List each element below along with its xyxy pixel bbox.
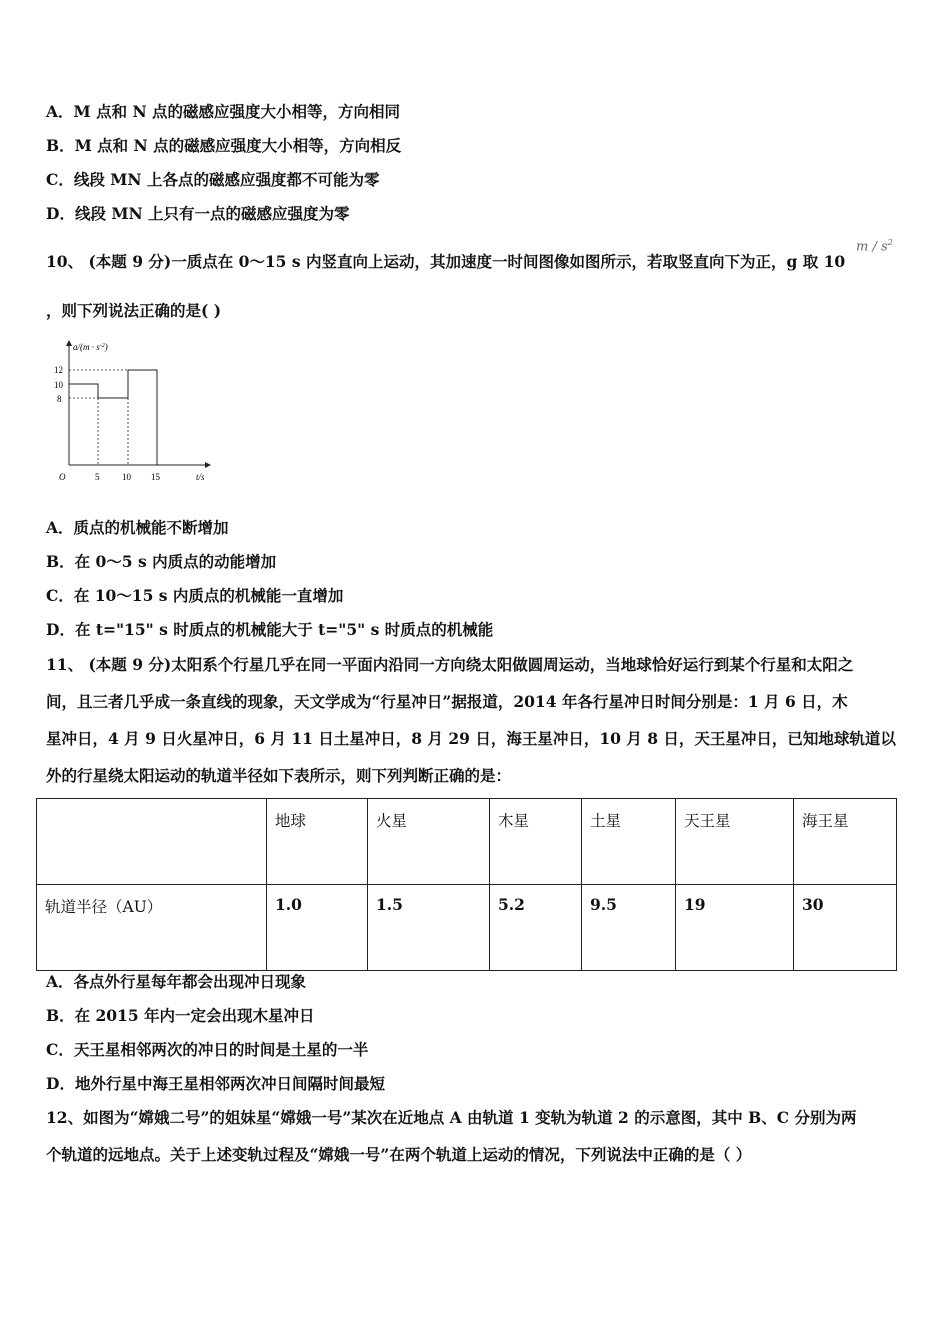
q11-stem-line4: 外的行星绕太阳运动的轨道半径如下表所示，则下列判断正确的是： xyxy=(46,766,512,785)
q10-option-d: D．在 t="15" s 时质点的机械能大于 t="5" s 时质点的机械能 xyxy=(46,620,494,639)
table-header-cell: 土星 xyxy=(582,799,676,885)
q10-stem-line2: ，则下列说法正确的是( ) xyxy=(46,301,222,320)
q10-option-b: B．在 0～5 s 内质点的动能增加 xyxy=(46,552,277,571)
origin-label: O xyxy=(59,472,66,482)
q10-option-a: A．质点的机械能不断增加 xyxy=(46,518,229,537)
q11-option-c: C．天王星相邻两次的冲日的时间是土星的一半 xyxy=(46,1040,369,1059)
q11-option-d: D．地外行星中海王星相邻两次冲日间隔时间最短 xyxy=(46,1074,385,1093)
q10-unit: m / $s^2$ xyxy=(856,238,893,255)
y-axis-label: $a/(m \cdot s^{-2})$ xyxy=(73,342,108,352)
q9-option-c: C．线段 MN 上各点的磁感应强度都不可能为零 xyxy=(46,170,380,189)
y-tick-12: 12 xyxy=(54,365,63,375)
q9-option-a: A．M 点和 N 点的磁感应强度大小相等，方向相同 xyxy=(46,102,401,121)
x-tick-10: 10 xyxy=(122,472,131,482)
x-tick-5: 5 xyxy=(95,472,100,482)
orbit-radius-table xyxy=(36,798,897,971)
q11-stem-line2: 间，且三者几乎成一条直线的现象，天文学成为“行星冲日”据报道，2014 年各行星冲日时间分别是：1 月 6 日，木 xyxy=(46,692,848,711)
table-header-cell: 火星 xyxy=(368,799,490,885)
q11-stem-line3: 星冲日，4 月 9 日火星冲日，6 月 11 日土星冲日，8 月 29 日，海王星冲日，10 月 8 日，天王星冲日，已知地球轨道以 xyxy=(46,729,896,748)
x-tick-15: 15 xyxy=(151,472,160,482)
y-tick-10: 10 xyxy=(54,380,63,390)
q12-stem-line2: 个轨道的远地点。关于上述变轨过程及“嫦娥一号”在两个轨道上运动的情况，下列说法中正确的是（ ） xyxy=(46,1145,752,1164)
table-cell: 1.5 xyxy=(368,885,490,971)
q9-option-b: B．M 点和 N 点的磁感应强度大小相等，方向相反 xyxy=(46,136,402,155)
table-cell: 9.5 xyxy=(582,885,676,971)
table-header-cell: 海王星 xyxy=(794,799,897,885)
y-tick-8: 8 xyxy=(57,394,62,404)
table-header-cell: 地球 xyxy=(267,799,368,885)
q11-option-a: A．各点外行星每年都会出现冲日现象 xyxy=(46,972,307,991)
q12-stem-line1: 12、如图为“嫦娥二号”的姐妹星“嫦娥一号”某次在近地点 A 由轨道 1 变轨为轨道 2 的示意图，其中 B、C 分别为两 xyxy=(46,1108,857,1127)
acceleration-curve xyxy=(69,370,157,465)
table-header-cell: 天王星 xyxy=(676,799,794,885)
acceleration-time-graph xyxy=(50,335,220,495)
q10-stem-line1: 10、 (本题 9 分)一质点在 0～15 s 内竖直向上运动，其加速度一时间图像如图所示，若取竖直向下为正，g 取 10 xyxy=(46,252,846,271)
q11-option-b: B．在 2015 年内一定会出现木星冲日 xyxy=(46,1006,315,1025)
table-row xyxy=(37,885,897,971)
table-row-label: 轨道半径（AU） xyxy=(37,885,267,971)
table-cell: 30 xyxy=(794,885,897,971)
q10-option-c: C．在 10～15 s 内质点的机械能一直增加 xyxy=(46,586,344,605)
table-header-cell: 木星 xyxy=(490,799,582,885)
q9-option-d: D．线段 MN 上只有一点的磁感应强度为零 xyxy=(46,204,350,223)
table-header-row xyxy=(37,799,897,885)
table-header-cell xyxy=(37,799,267,885)
table-cell: 1.0 xyxy=(267,885,368,971)
x-axis-label: t/s xyxy=(196,472,205,482)
table-cell: 5.2 xyxy=(490,885,582,971)
q11-stem-line1: 11、 (本题 9 分)太阳系个行星几乎在同一平面内沿同一方向绕太阳做圆周运动，当地球恰好运行到某个行星和太阳之 xyxy=(46,655,854,674)
table-cell: 19 xyxy=(676,885,794,971)
